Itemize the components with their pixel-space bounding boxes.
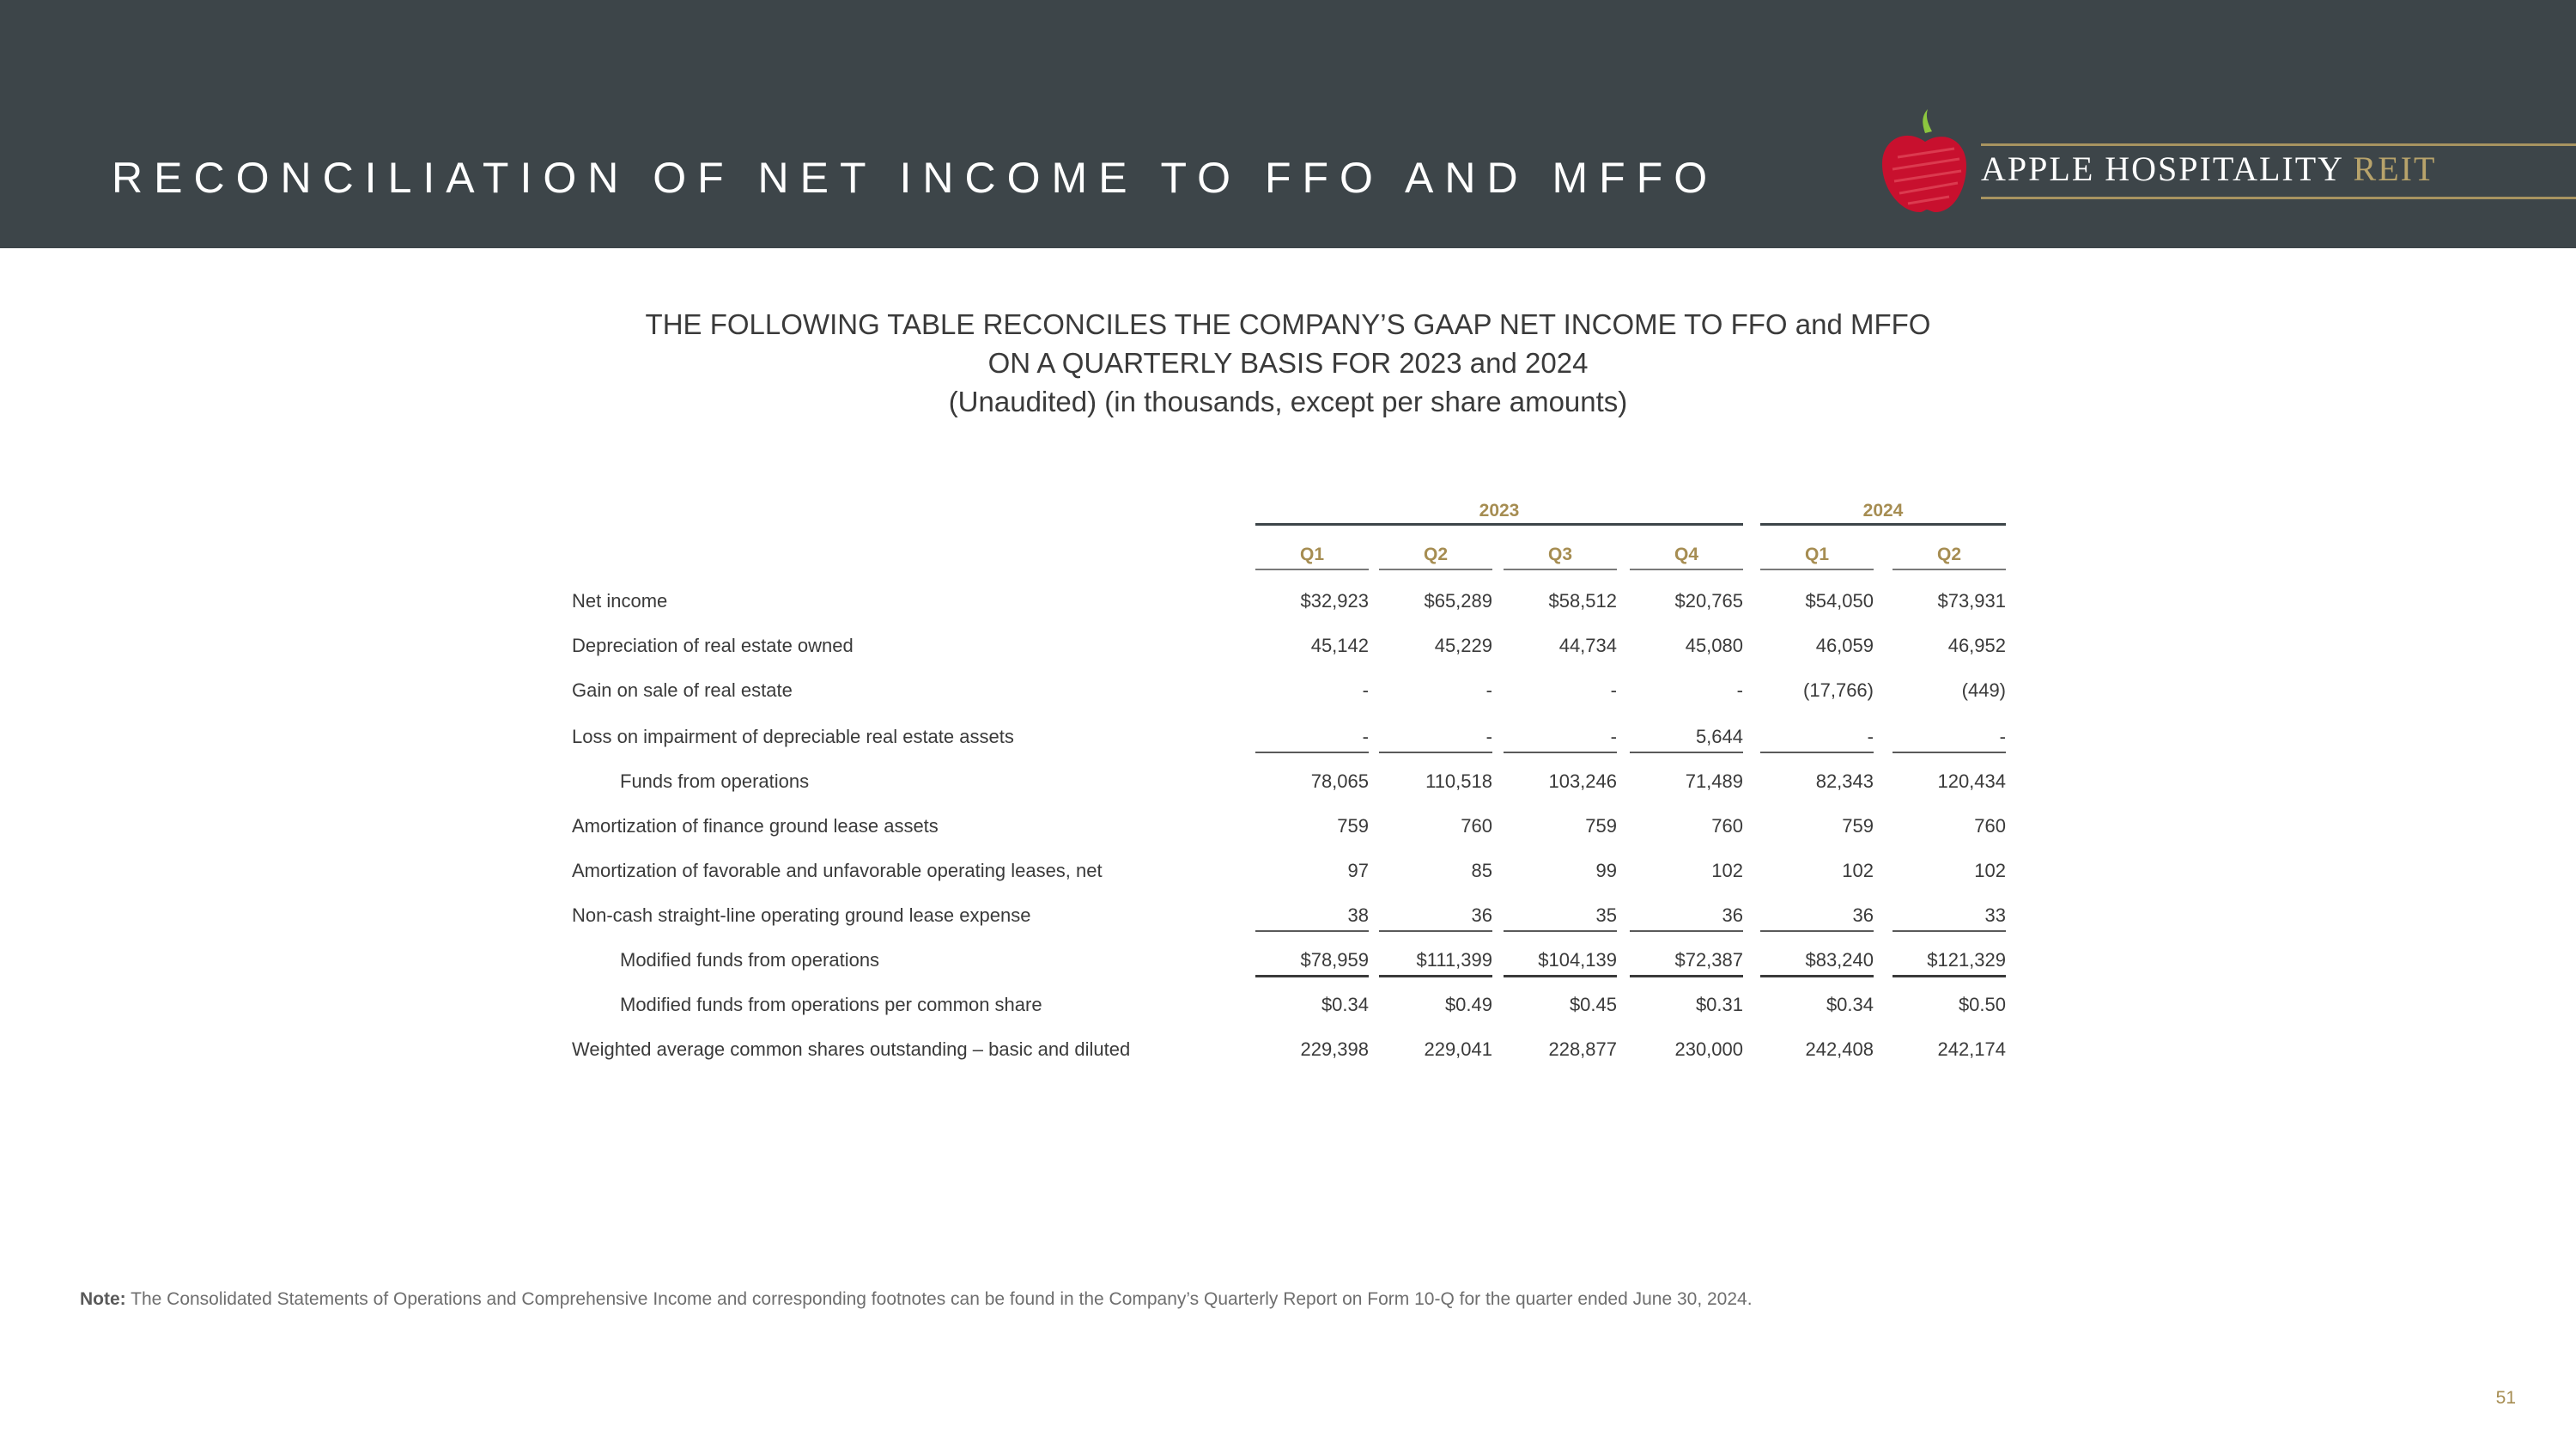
table-cell: $73,931 [1937, 590, 2006, 612]
table-cell: 45,142 [1310, 635, 1369, 656]
table-cell: 44,734 [1558, 635, 1617, 656]
table-cell: - [1999, 726, 2006, 747]
table-cell: - [1867, 726, 1874, 747]
table-cell: 110,518 [1425, 770, 1492, 792]
table-cell: 242,174 [1937, 1038, 2006, 1060]
year-header-rule [1760, 523, 2006, 526]
row-label: Amortization of favorable and unfavorable operating leases, net [572, 860, 1103, 881]
table-cell: $58,512 [1548, 590, 1617, 612]
page-number: 51 [2495, 1388, 2516, 1408]
table-cell: 46,952 [1947, 635, 2006, 656]
cell-underline [1630, 930, 1743, 932]
quarter-header: Q1 [1299, 545, 1324, 564]
row-label: Funds from operations [620, 770, 810, 792]
table-cell: $0.34 [1826, 994, 1874, 1015]
cell-underline [1760, 975, 1874, 977]
quarter-header: Q2 [1423, 545, 1448, 564]
table-cell: $72,387 [1674, 949, 1743, 971]
table-cell: 760 [1974, 815, 2006, 837]
year-header: 2023 [1479, 501, 1520, 521]
logo-name: APPLE HOSPITALITY [1981, 149, 2343, 188]
table-cell: 82,343 [1815, 770, 1874, 792]
table-cell: 36 [1722, 904, 1743, 926]
row-label: Net income [572, 590, 668, 612]
quarter-header-rule [1255, 569, 1369, 570]
footnote [80, 1289, 1753, 1310]
subtitle-line-2: ON A QUARTERLY BASIS FOR 2023 and 2024 [987, 347, 1589, 379]
table-cell: 102 [1711, 860, 1743, 881]
cell-underline [1255, 752, 1369, 753]
quarter-header: Q3 [1547, 545, 1572, 564]
table-cell: (17,766) [1803, 679, 1874, 701]
row-label: Non-cash straight-line operating ground lease expense [572, 904, 1031, 926]
table-cell: - [1362, 679, 1369, 701]
table-cell: - [1610, 679, 1617, 701]
cell-underline [1255, 975, 1369, 977]
table-cell: - [1485, 726, 1492, 747]
table-cell: $65,289 [1424, 590, 1492, 612]
table-cell: 230,000 [1674, 1038, 1743, 1060]
table-cell: 38 [1347, 904, 1369, 926]
table-cell: 242,408 [1805, 1038, 1874, 1060]
quarter-header: Q1 [1804, 545, 1829, 564]
cell-underline [1760, 752, 1874, 753]
quarter-header: Q4 [1674, 545, 1698, 564]
table-cell: $78,959 [1300, 949, 1369, 971]
table-cell: 97 [1347, 860, 1369, 881]
table-cell: $0.31 [1695, 994, 1743, 1015]
cell-underline [1379, 930, 1492, 932]
table-cell: 85 [1471, 860, 1492, 881]
table-cell: $111,399 [1416, 949, 1492, 971]
table-cell: 229,398 [1300, 1038, 1369, 1060]
table-cell: $54,050 [1805, 590, 1874, 612]
cell-underline [1504, 752, 1617, 753]
cell-underline [1893, 930, 2006, 932]
table-cell: 71,489 [1685, 770, 1743, 792]
cell-underline [1630, 752, 1743, 753]
row-label: Modified funds from operations per common share [620, 994, 1042, 1015]
cell-underline [1255, 930, 1369, 932]
table-cell: 35 [1595, 904, 1617, 926]
row-label: Depreciation of real estate owned [572, 635, 854, 656]
quarter-header-rule [1760, 569, 1874, 570]
quarter-header-rule [1504, 569, 1617, 570]
table-cell: $0.50 [1958, 994, 2006, 1015]
subtitle-line-3: (Unaudited) (in thousands, except per share amounts) [948, 386, 1628, 417]
cell-underline [1379, 975, 1492, 977]
quarter-header-rule [1893, 569, 2006, 570]
cell-underline [1760, 930, 1874, 932]
row-label: Modified funds from operations [620, 949, 880, 971]
table-cell: 229,041 [1424, 1038, 1492, 1060]
table-cell: - [1485, 679, 1492, 701]
table-cell: 99 [1595, 860, 1617, 881]
cell-underline [1379, 752, 1492, 753]
table-cell: $0.45 [1569, 994, 1617, 1015]
cell-underline [1504, 930, 1617, 932]
table-cell: 102 [1842, 860, 1874, 881]
table-cell: 760 [1461, 815, 1492, 837]
row-label: Loss on impairment of depreciable real estate assets [572, 726, 1014, 747]
table-cell: - [1610, 726, 1617, 747]
table-cell: 45,229 [1434, 635, 1492, 656]
table-cell: 228,877 [1548, 1038, 1617, 1060]
table-cell: 78,065 [1310, 770, 1369, 792]
table-cell: 103,246 [1548, 770, 1617, 792]
row-label: Weighted average common shares outstanding – basic and diluted [572, 1038, 1131, 1060]
table-cell: 120,434 [1937, 770, 2006, 792]
table-cell: $32,923 [1300, 590, 1369, 612]
table-cell: $0.49 [1444, 994, 1492, 1015]
table-cell: 33 [1984, 904, 2006, 926]
page-title: RECONCILIATION OF NET INCOME TO FFO AND MFFO [112, 154, 1719, 202]
table-cell: 36 [1471, 904, 1492, 926]
table-cell: $0.34 [1321, 994, 1369, 1015]
table-cell: 5,644 [1695, 726, 1743, 747]
footnote-text: The Consolidated Statements of Operations and Comprehensive Income and corresponding footnotes can be found in the Company’s Quarterly Report on Form 10-Q for the quarter ended June 30, 2024. [131, 1289, 1753, 1309]
table-cell: 46,059 [1815, 635, 1874, 656]
quarter-header-rule [1630, 569, 1743, 570]
row-label: Gain on sale of real estate [572, 679, 793, 701]
cell-underline [1630, 975, 1743, 977]
subtitle-line-1: THE FOLLOWING TABLE RECONCILES THE COMPANY’S GAAP NET INCOME TO FFO and MFFO [645, 308, 1931, 340]
table-cell: 759 [1337, 815, 1369, 837]
quarter-header-rule [1379, 569, 1492, 570]
table-cell: $20,765 [1674, 590, 1743, 612]
table-cell: 45,080 [1685, 635, 1743, 656]
table-cell: - [1736, 679, 1743, 701]
table-cell: 759 [1585, 815, 1617, 837]
year-header-rule [1255, 523, 1743, 526]
table-cell: 759 [1842, 815, 1874, 837]
logo-suffix: REIT [2353, 149, 2437, 188]
cell-underline [1893, 975, 2006, 977]
table-cell: (449) [1961, 679, 2006, 701]
year-header: 2024 [1862, 501, 1904, 521]
quarter-header: Q2 [1936, 545, 1961, 564]
table-cell: 102 [1974, 860, 2006, 881]
table-cell: $121,329 [1927, 949, 2006, 971]
row-label: Amortization of finance ground lease assets [572, 815, 939, 837]
table-cell: 36 [1852, 904, 1874, 926]
footnote-label: Note: [80, 1289, 126, 1309]
table-cell: - [1362, 726, 1369, 747]
table-cell: $104,139 [1538, 949, 1617, 971]
table-cell: $83,240 [1805, 949, 1874, 971]
cell-underline [1504, 975, 1617, 977]
table-cell: 760 [1711, 815, 1743, 837]
cell-underline [1893, 752, 2006, 753]
